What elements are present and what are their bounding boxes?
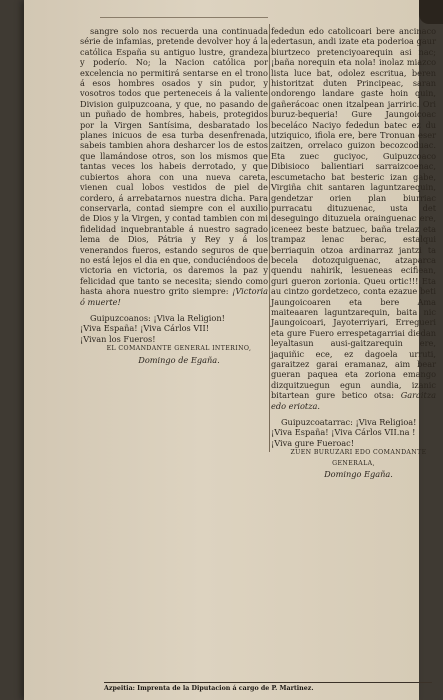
spanish-column — [80, 26, 268, 365]
spanish-signature-name: Domingo de Egaña. — [138, 354, 220, 365]
basque-viva-block — [271, 417, 436, 448]
basque-column — [271, 26, 436, 479]
spanish-viva-block — [80, 313, 268, 344]
viva-line: ¡Vivan los Fueros! — [80, 333, 156, 344]
newspaper-page — [24, 0, 437, 700]
page-corner-shadow — [419, 0, 443, 24]
spanish-signature-title: EL COMANDANTE GENERAL INTERINO, — [106, 345, 252, 353]
basque-paragraph: fededun edo catolicoari bere ancinaco edertasun, andi izate eta poderioa gaur biurtzeco pretenciyoarequin asi nac; ¡baña norequin eta nola! inolaz miazco lista luce bat, odolez escritua, beren historitzat duten Principeac, saran ondorengo landare gaste hoin quin, gañerácoac onen itzalpean jarriric. Ori buruz-bequeria! Gure Jaungoicoac beceláco Naciyo fededun batec ez du utziquico, ifiola ere, bere Tronuan eser zaitzen, orrelaco guizon becozcoduac. Eta zuec guciyoc, Guipuzcoaco Dibisioco balientiari sarraizcoenac, escumetacho bat besteric izan gabe, Virgiña chit santaren laguntzarequin, gendetzar orien plan biurriac purracatu dituzuenac, usta det deseguingo dituzuela orainguenac ere, iceneez beste batzuec, baña trelaz eta trampaz lenac berac, estalqui berriaquin otzoa ardinarraz jantzi ta becela dotozquiguenac, atzaparca quendu nahirik, lesueneas ecifiean, guri gueron zorionia. Queu ortic!!! Eta au cintzo gordetzeco, conta ezazue beti Jaungoicoaren eta bere Ama maiteaaren laguntzarequin, baita nic Jaungoicoari, Jayoterriyari, Erregueri eta gure Fuero errespetagarriai diedan leyaltasun ausi-gaitzarequin ere, jaquiñic ece, ez dagoela urruti, garaitzez garai eramanaz, aim bear gueran paquea eta zoriona emango dizquitzuegun egun aundia, izanic bitartean gure betico otsa: Garaitza edo eriotza. — [271, 26, 437, 411]
top-rule — [100, 17, 268, 18]
basque-signature-title: ZUEN BURUZARI EDO COMANDANTE GENERALA, — [290, 449, 427, 467]
viva-line: Guipuzcoatarrac: ¡Viva Religioa! — [281, 417, 417, 428]
victoria-exclamation: ¡Victoria ó muerte! — [80, 286, 268, 307]
spanish-paragraph: sangre solo nos recuerda una continuada série de infamias, pretende devolver hoy á la católica España su antiguo lustre, grandeza y poderío. No; la Nacion católica por excelencia no permitirá sentarse en el trono á esos hombres osados y sin pudor, y vosotros todos que perteneceis á la valiente Division guipuzcoana, y que, no pasando de un puñado de hombres, habeis, protegidos por la Virgen Santísima, desbaratado los planes inicuos de esa turba desenfrenada, sabeis tambien ahora desharcer los de estos que llamándose otros, son los mismos que tantas veces los habeis derrotado, y que cubiertos ahora con una nueva careta, vienen cual lobos vestidos de piel de cordero, á arrebatarnos nuestra dicha. Para conservarla, contad siempre con el auxilio de Dios y la Virgen, y contad tambien con mi fidelidad inquebrantable á nuestro sagrado lema de Dios, Pátria y Rey y á los venerandos fueros, estando seguros de que no está lejos el dia en que, conduciéndoos de victoria en victoria, os daremos la paz y felicidad que tanto se necesita; siendo como hasta ahora nuestro grito siempre: ¡Victoria ó muerte! — [80, 26, 268, 307]
viva-line: ¡Viva España! ¡Viva Cárlos VII.na ! — [271, 427, 416, 438]
garaitza-exclamation: Garaitza edo eriotza. — [271, 390, 437, 411]
column-divider — [269, 24, 270, 452]
viva-line: ¡Viva España! ¡Viva Cárlos VII! — [80, 323, 210, 334]
printer-imprint: Azpeitia: Imprenta de la Diputacion á cargo de P. Martinez. — [104, 682, 432, 692]
viva-line: Guipuzcoanos: ¡Viva la Religion! — [90, 312, 225, 323]
viva-line: ¡Viva gure Fueroac! — [271, 437, 355, 448]
basque-signature-name: Domingo Egaña. — [324, 469, 393, 480]
